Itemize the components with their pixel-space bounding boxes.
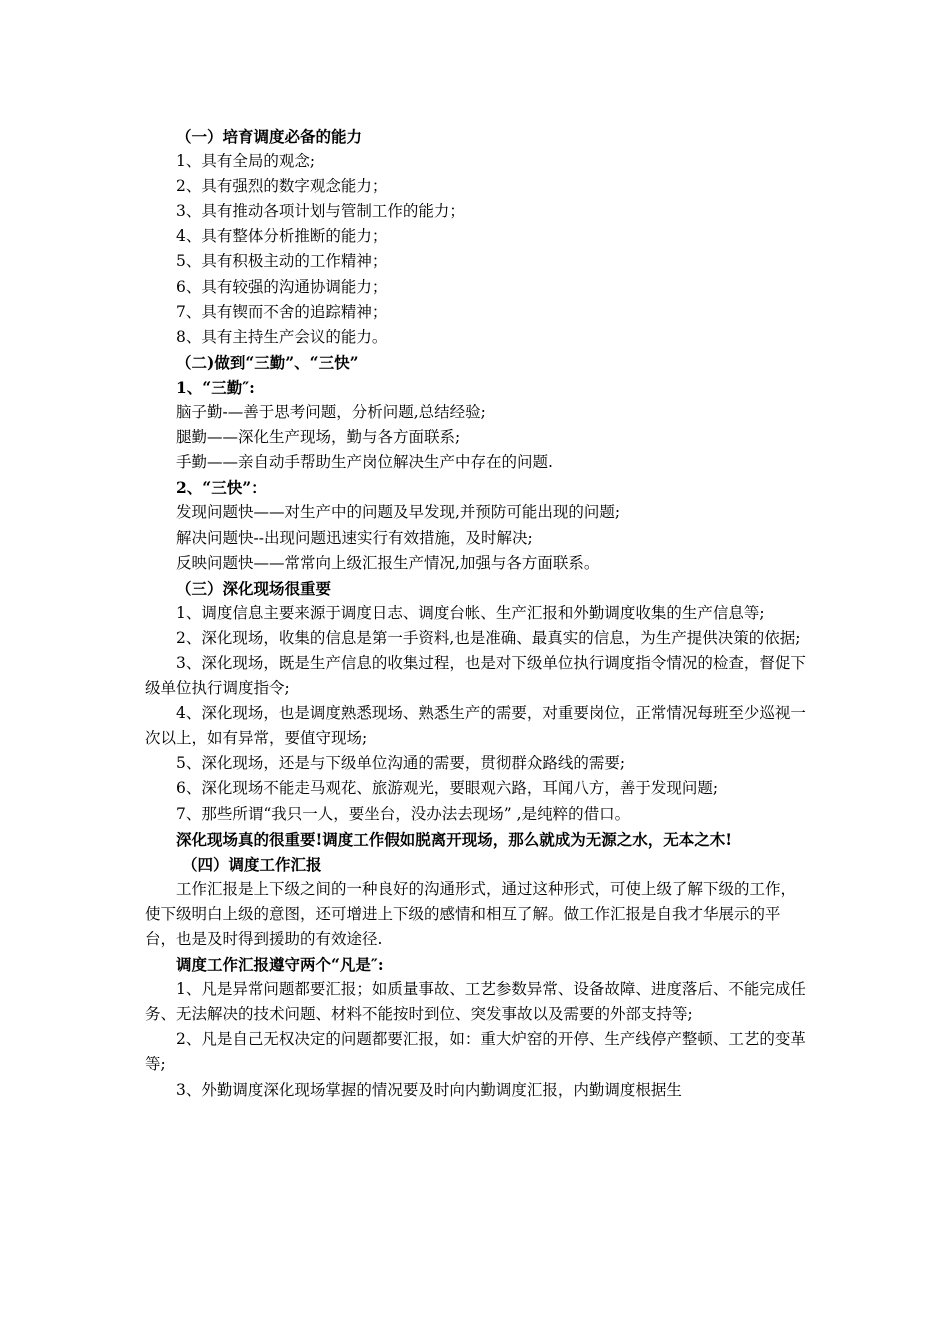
sanqin-item: 腿勤——深化生产现场，勤与各方面联系; <box>176 428 461 447</box>
field-paragraph: 4、深化现场，也是调度熟悉现场、熟悉生产的需要，对重要岗位，正常情况每班至少巡视一次以上，如有异常，要值守现场; <box>145 704 806 748</box>
ability-item: 1、具有全局的观念; <box>176 152 316 171</box>
section-3-heading: （三）深化现场很重要 <box>176 578 332 598</box>
sankuai-item: 发现问题快——对生产中的问题及早发现,并预防可能出现的问题; <box>176 503 621 522</box>
field-paragraph: 5、深化现场，还是与下级单位沟通的需要，贯彻群众路线的需要; <box>176 754 626 773</box>
section-1-heading: （一）培育调度必备的能力 <box>176 127 363 146</box>
ability-item: 7、具有锲而不舍的追踪精神； <box>176 302 388 321</box>
sanqin-item: 脑子勤-—善于思考问题，分析问题,总结经验; <box>176 403 486 422</box>
sanqin-subheading: 1、“三勤″: <box>176 377 255 397</box>
ability-item: 5、具有积极主动的工作精神； <box>176 252 388 271</box>
section-4-heading: （四）调度工作汇报 <box>182 854 322 874</box>
field-paragraph: 6、深化现场不能走马观花、旅游观光，要眼观六路，耳闻八方，善于发现问题; <box>176 779 719 798</box>
report-rule-paragraph: 2、凡是自己无权决定的问题都要汇报，如：重大炉窑的开停、生产线停产整顿、工艺的变革等; <box>145 1030 806 1074</box>
section-2-heading: （二)做到“三勤”、“三快” <box>176 352 359 372</box>
report-intro-paragraph: 工作汇报是上下级之间的一种良好的沟通形式，通过这种形式，可使上级了解下级的工作，使下级明白上级的意图，还可增进上下级的感情和相互了解。做工作汇报是自我才华展示的平台，也是及时得到援助的有效途径. <box>145 879 797 948</box>
field-paragraph: 3、深化现场，既是生产信息的收集过程，也是对下级单位执行调度指令情况的检查，督促下级单位执行调度指令; <box>145 653 806 698</box>
sankuai-item: 解决问题快--出现问题迅速实行有效措施，及时解决; <box>176 528 533 547</box>
sanqin-item: 手勤——亲自动手帮助生产岗位解决生产中存在的问题. <box>176 453 553 472</box>
sankuai-item: 反映问题快——常常向上级汇报生产情况,加强与各方面联系。 <box>176 553 600 572</box>
report-rule-paragraph: 1、凡是异常问题都要汇报；如质量事故、工艺参数异常、设备故障、进度落后、不能完成任务、无法解决的技术问题、材料不能按时到位、突发事故以及需要的外部支持等; <box>145 980 806 1024</box>
field-paragraph: 1、调度信息主要来源于调度日志、调度台帐、生产汇报和外勤调度收集的生产信息等; <box>176 603 765 622</box>
ability-item: 6、具有较强的沟通协调能力； <box>176 277 388 296</box>
ability-item: 8、具有主持生产会议的能力。 <box>176 327 388 346</box>
report-rule-paragraph: 3、外勤调度深化现场掌握的情况要及时向内勤调度汇报，内勤调度根据生 <box>176 1080 682 1099</box>
ability-item: 4、具有整体分析推断的能力； <box>176 227 388 246</box>
sankuai-subheading: 2、“三快”： <box>176 478 267 498</box>
emphasis-paragraph: 深化现场真的很重要!调度工作假如脱离开现场，那么就成为无源之水，无本之木! <box>176 829 733 849</box>
ability-item: 3、具有推动各项计划与管制工作的能力； <box>176 202 465 221</box>
document-page <box>145 124 807 1103</box>
report-rule-heading: 调度工作汇报遵守两个“凡是″: <box>176 955 384 975</box>
ability-item: 2、具有强烈的数字观念能力； <box>176 177 388 196</box>
field-paragraph: 2、深化现场，收集的信息是第一手资料,也是准确、最真实的信息，为生产提供决策的依据; <box>176 628 801 647</box>
field-paragraph: 7、那些所谓“我只一人，要坐台，没办法去现场” ,是纯粹的借口。 <box>176 804 631 823</box>
